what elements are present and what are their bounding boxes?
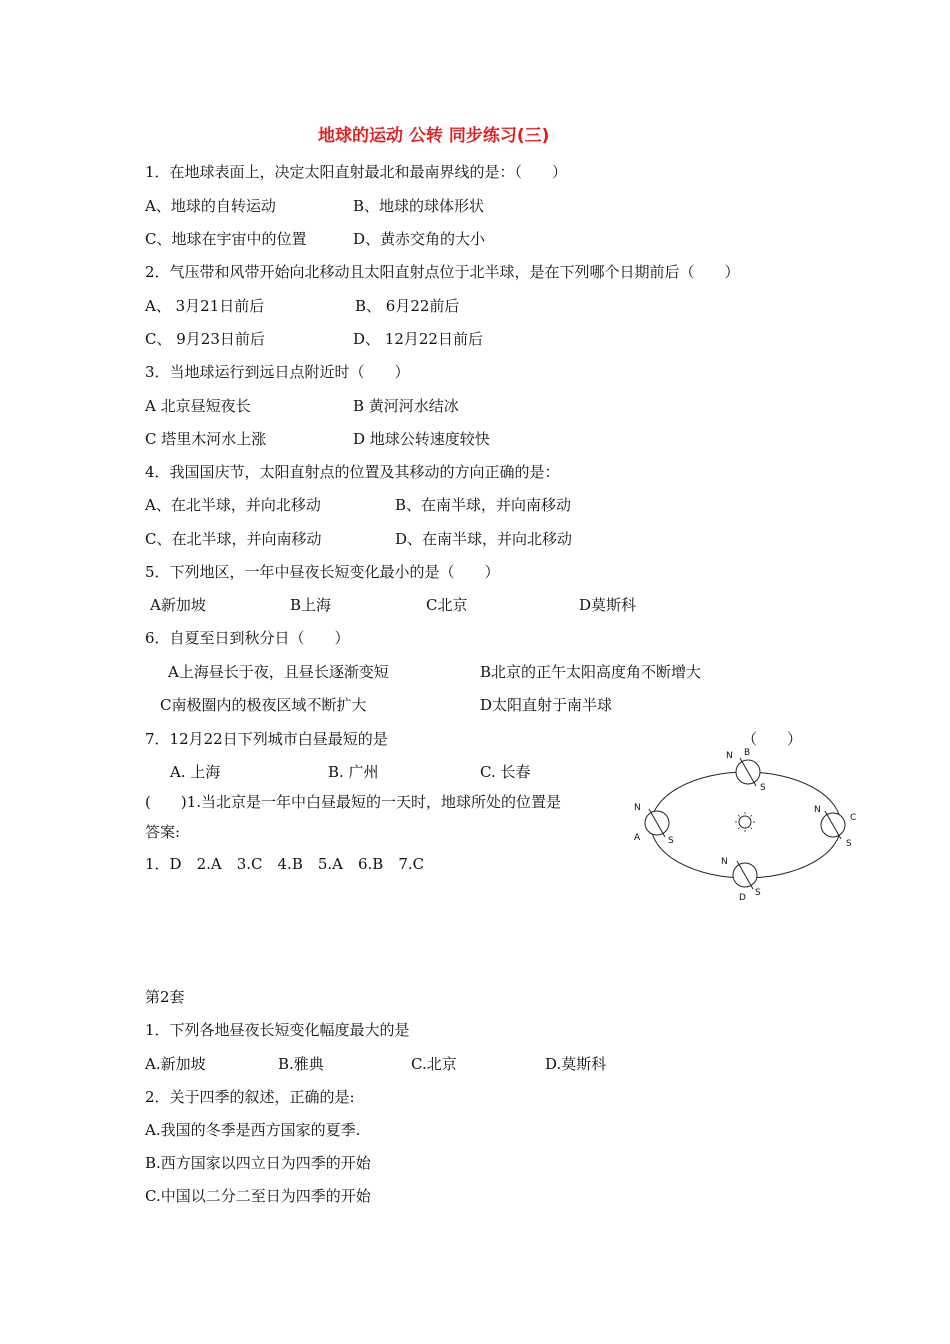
page-title: 地球的运动 公转 同步练习(三)	[318, 126, 550, 146]
earth-position-a	[645, 809, 669, 837]
q2-option-a: A、 3月21日前后	[145, 297, 265, 315]
extra-question: ( )1.当北京是一年中白昼最短的一天时，地球所处的位置是	[145, 793, 562, 811]
q4-option-d: D、在南半球，并向北移动	[395, 530, 573, 548]
q1-option-d: D、黄赤交角的大小	[353, 230, 486, 248]
question-5-stem: 5．下列地区，一年中昼夜长短变化最小的是（ ）	[145, 563, 500, 581]
q2-option-d: D、 12月22日前后	[353, 330, 483, 348]
q6-option-d: D太阳直射于南半球	[480, 696, 613, 714]
label-a-s: S	[668, 836, 674, 846]
q6-option-a: A上海昼长于夜，且昼长逐渐变短	[168, 663, 389, 681]
q5-option-b: B上海	[290, 596, 332, 614]
q6-option-c: C南极圈内的极夜区域不断扩大	[160, 696, 367, 714]
answers-label: 答案:	[145, 823, 181, 841]
s2-q1-option-a: A.新加坡	[145, 1055, 206, 1073]
q3-option-a: A 北京昼短夜长	[145, 397, 251, 415]
question-3-stem: 3．当地球运行到远日点附近时（ ）	[145, 363, 410, 381]
s2-q1-option-c: C.北京	[411, 1055, 457, 1073]
q7-option-a: A. 上海	[170, 763, 221, 781]
q5-option-a: A新加坡	[150, 596, 206, 614]
q1-option-c: C、地球在宇宙中的位置	[145, 230, 307, 248]
q3-option-c: C 塔里木河水上涨	[145, 430, 267, 448]
answers-line: 1．D 2.A 3.C 4.B 5.A 6.B 7.C	[145, 855, 425, 873]
label-b: B	[744, 748, 751, 758]
q4-option-c: C、在北半球，并向南移动	[145, 530, 322, 548]
q7-option-b: B. 广州	[328, 763, 379, 781]
section-2-heading: 第2套	[145, 988, 185, 1006]
q2-option-c: C、 9月23日前后	[145, 330, 265, 348]
label-b-n: N	[726, 751, 733, 761]
q7-answer-bracket: （ ）	[742, 730, 803, 748]
question-2-stem: 2．气压带和风带开始向北移动且太阳直射点位于北半球，是在下列哪个日期前后（ ）	[145, 263, 740, 281]
earth-orbit-diagram	[628, 740, 868, 910]
question-7-stem: 7．12月22日下列城市白昼最短的是	[145, 730, 388, 748]
q4-option-a: A、在北半球，并向北移动	[145, 496, 321, 514]
q1-option-a: A、地球的自转运动	[145, 197, 276, 215]
label-c-n: N	[814, 805, 821, 815]
s2-q1-option-b: B.雅典	[278, 1055, 324, 1073]
q4-option-b: B、在南半球，并向南移动	[395, 496, 572, 514]
sun-icon	[735, 812, 755, 832]
label-a: A	[634, 833, 641, 843]
q5-option-c: C北京	[426, 596, 468, 614]
label-d-s: S	[755, 888, 761, 898]
label-c: C	[850, 813, 857, 823]
earth-position-c	[821, 811, 845, 839]
s2-q1-option-d: D.莫斯科	[545, 1055, 607, 1073]
label-a-n: N	[634, 803, 641, 813]
question-6-stem: 6．自夏至日到秋分日（ ）	[145, 629, 350, 647]
s2-q2-option-b: B.西方国家以四立日为四季的开始	[145, 1154, 371, 1172]
s2-question-2-stem: 2．关于四季的叙述，正确的是:	[145, 1088, 355, 1106]
q3-option-d: D 地球公转速度较快	[353, 430, 490, 448]
label-d: D	[739, 893, 746, 903]
label-d-n: N	[721, 857, 728, 867]
question-1-stem: 1．在地球表面上，决定太阳直射最北和最南界线的是：（ ）	[145, 163, 568, 181]
q6-option-b: B北京的正午太阳高度角不断增大	[480, 663, 702, 681]
s2-question-1-stem: 1．下列各地昼夜长短变化幅度最大的是	[145, 1021, 410, 1039]
earth-position-d	[733, 861, 757, 889]
q2-option-b: B、 6月22前后	[355, 297, 460, 315]
earth-position-b	[736, 758, 760, 786]
q3-option-b: B 黄河河水结冰	[353, 397, 459, 415]
q1-option-b: B、地球的球体形状	[353, 197, 485, 215]
s2-q2-option-c: C.中国以二分二至日为四季的开始	[145, 1187, 371, 1205]
q5-option-d: D莫斯科	[579, 596, 637, 614]
q7-option-c: C. 长春	[480, 763, 531, 781]
question-4-stem: 4．我国国庆节，太阳直射点的位置及其移动的方向正确的是：	[145, 463, 560, 481]
s2-q2-option-a: A.我国的冬季是西方国家的夏季.	[145, 1121, 361, 1139]
label-c-s: S	[846, 839, 852, 849]
label-b-s: S	[760, 783, 766, 793]
orbit-path	[651, 772, 841, 878]
